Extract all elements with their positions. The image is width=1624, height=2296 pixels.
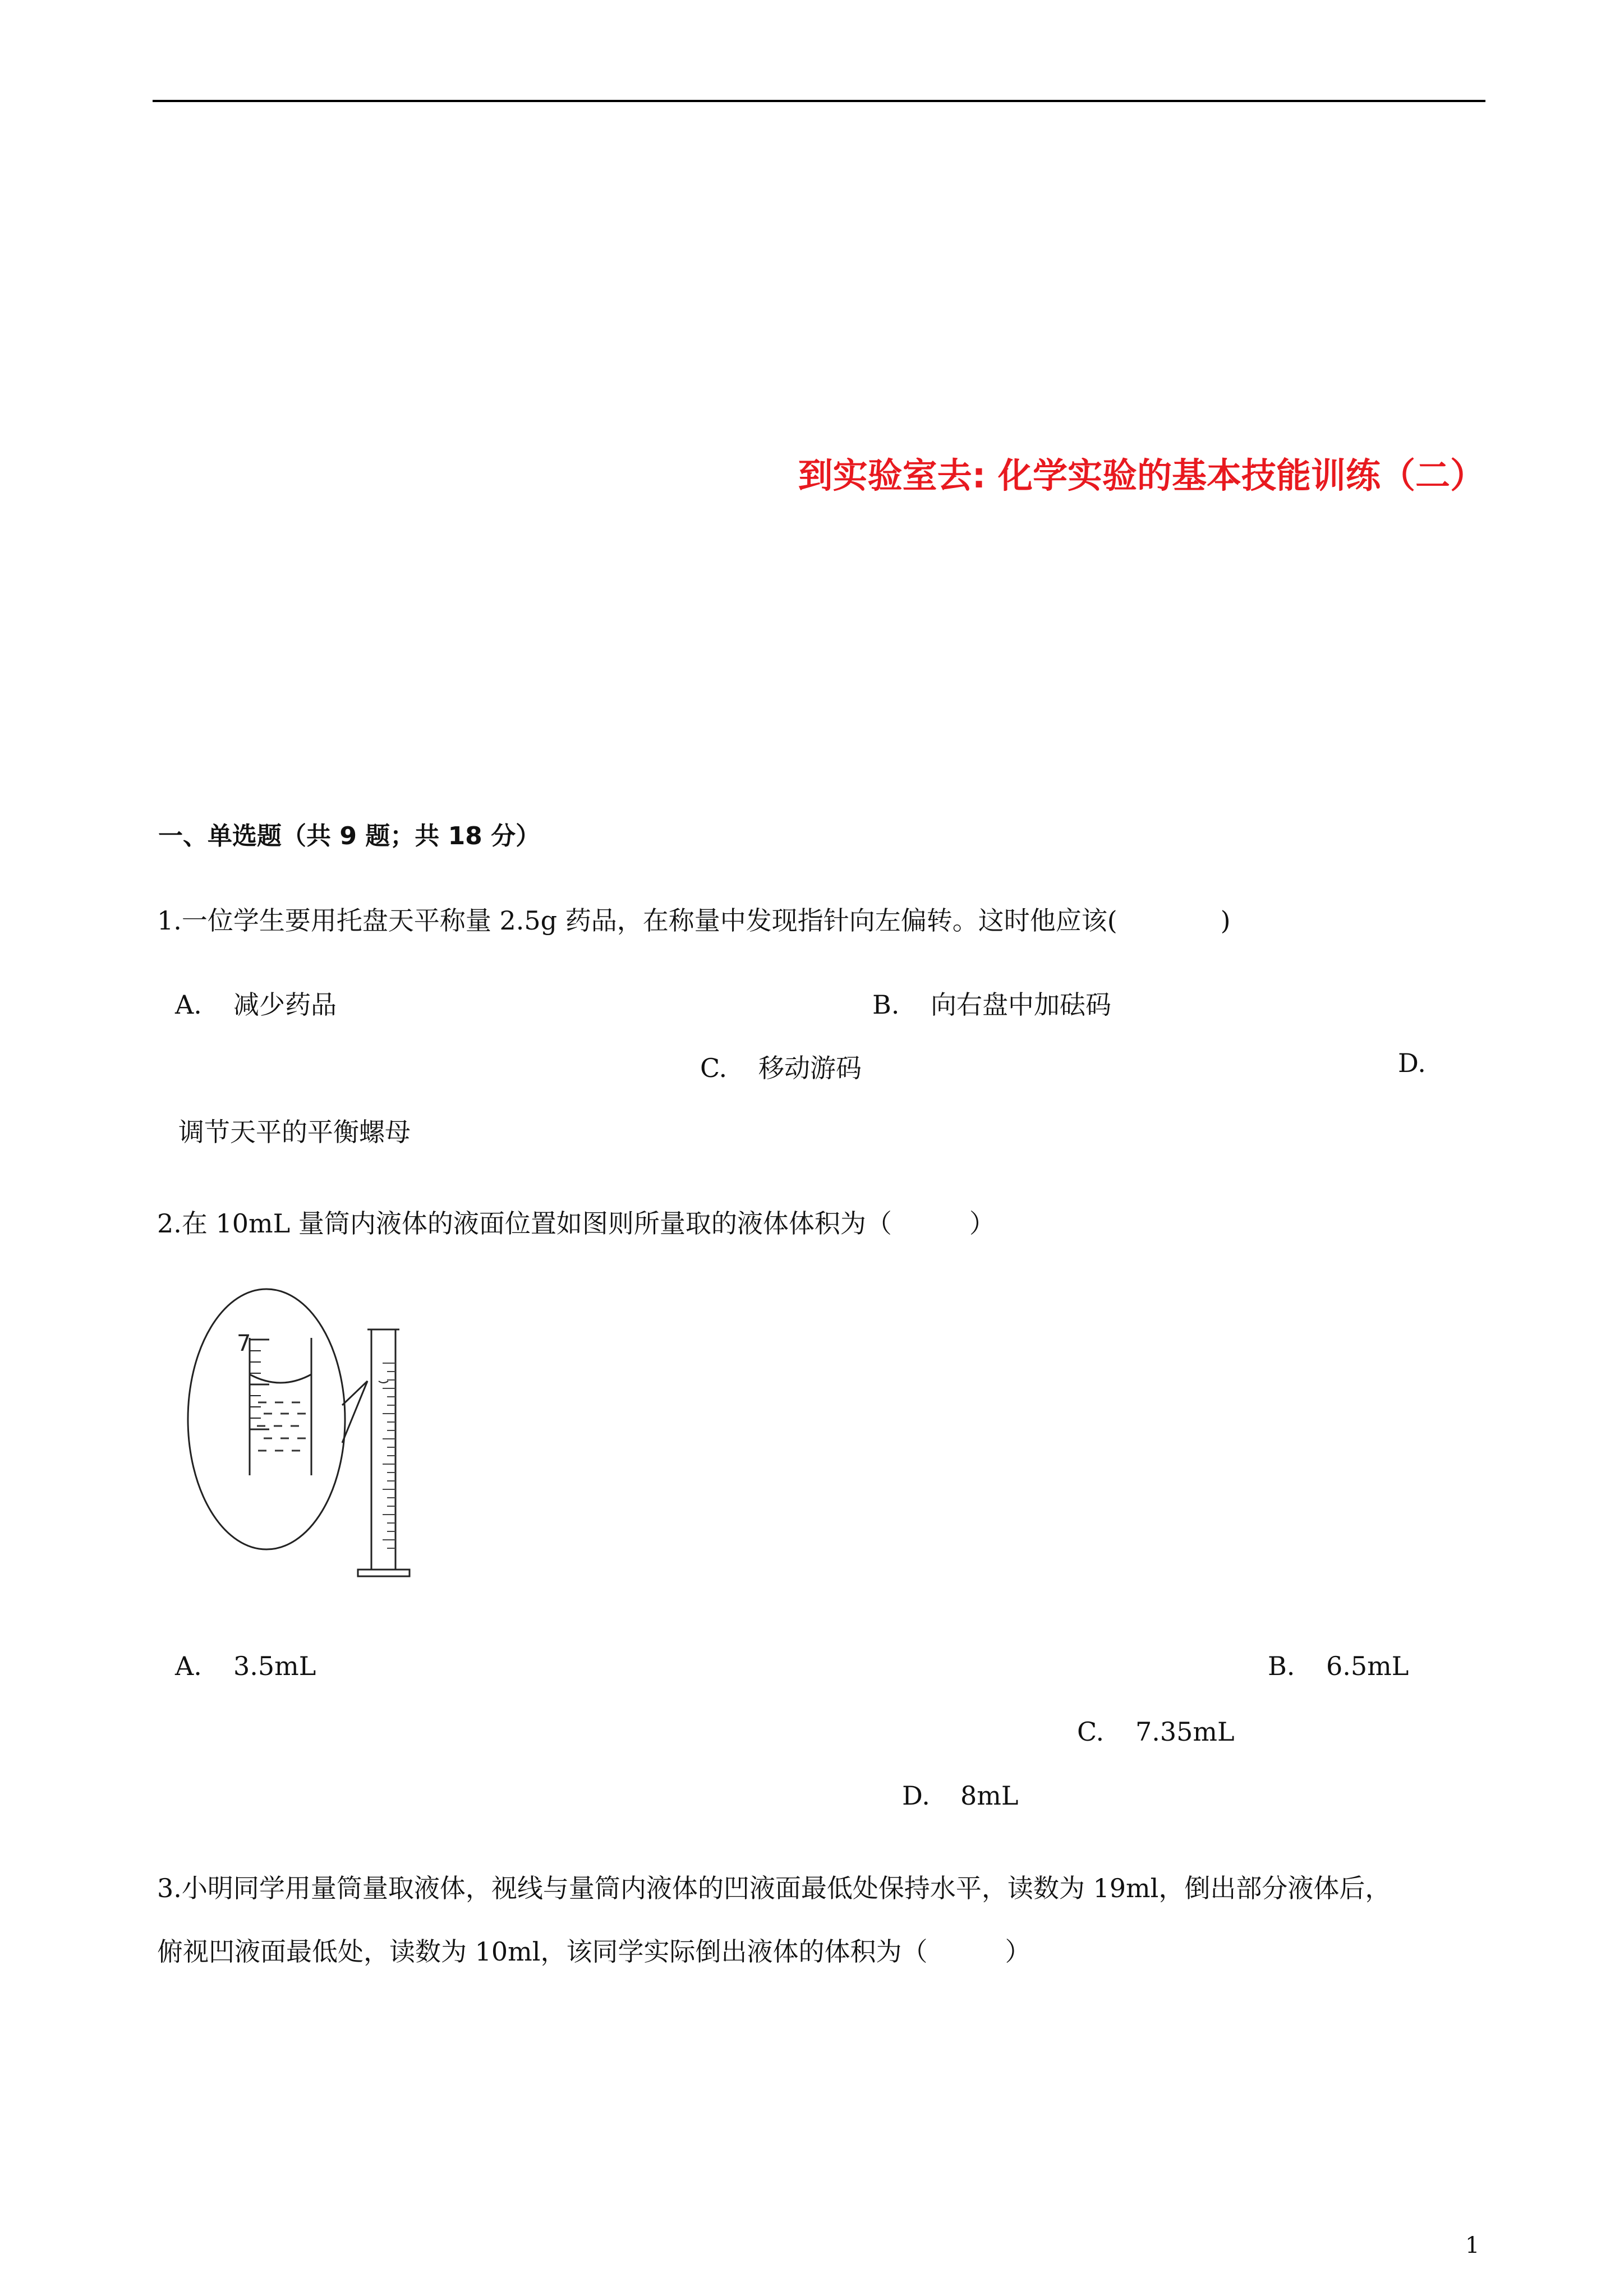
question-1-stem: 1.一位学生要用托盘天平称量 2.5g 药品，在称量中发现指针向左偏转。这时他应该( )	[157, 905, 1231, 936]
question-2-option-a[interactable]	[175, 1651, 316, 1681]
question-1-option-d-text[interactable]: 调节天平的平衡螺母	[178, 1117, 411, 1147]
question-1-option-c[interactable]	[700, 1048, 862, 1085]
page-number: 1	[1465, 2233, 1480, 2258]
question-1-option-a[interactable]	[175, 984, 337, 1022]
section-heading: 一、单选题（共 9 题；共 18 分）	[158, 822, 541, 850]
question-1-option-d-letter[interactable]: D.	[1398, 1048, 1426, 1078]
header-rule	[153, 100, 1485, 102]
question-2-option-b[interactable]	[1268, 1651, 1409, 1681]
option-text: 移动游码	[758, 1053, 862, 1083]
option-text: 减少药品	[233, 990, 337, 1020]
option-text: 向右盘中加砝码	[931, 990, 1111, 1020]
option-letter: A.	[175, 1651, 202, 1681]
option-letter: C.	[700, 1053, 728, 1083]
option-letter: C.	[1077, 1717, 1105, 1747]
option-letter: B.	[1268, 1651, 1295, 1681]
option-text: 6.5mL	[1326, 1651, 1409, 1681]
option-letter: B.	[872, 990, 900, 1020]
question-2-stem: 2.在 10mL 量筒内液体的液面位置如图则所量取的液体体积为（ ）	[157, 1208, 995, 1239]
cylinder-diagram	[185, 1279, 438, 1593]
graduated-cylinder-figure	[185, 1279, 438, 1593]
document-title: 到实验室去: 化学实验的基本技能训练（二）	[798, 455, 1485, 496]
option-text: 3.5mL	[233, 1651, 316, 1681]
question-3-stem-line-1: 3.小明同学用量筒量取液体，视线与量筒内液体的凹液面最低处保持水平，读数为 19ml，倒出部分液体后，	[157, 1873, 1391, 1903]
option-text: 8mL	[960, 1780, 1019, 1811]
scale-label: 7	[237, 1331, 251, 1356]
question-1-option-b[interactable]	[872, 984, 1111, 1022]
question-2-option-d[interactable]	[902, 1780, 1018, 1811]
option-letter: D.	[902, 1780, 930, 1811]
question-2-option-c[interactable]	[1077, 1717, 1235, 1747]
option-text: 7.35mL	[1135, 1717, 1235, 1747]
option-letter: A.	[175, 990, 202, 1020]
question-3-stem-line-2: 俯视凹液面最低处，读数为 10ml，该同学实际倒出液体的体积为（ ）	[157, 1936, 1031, 1967]
